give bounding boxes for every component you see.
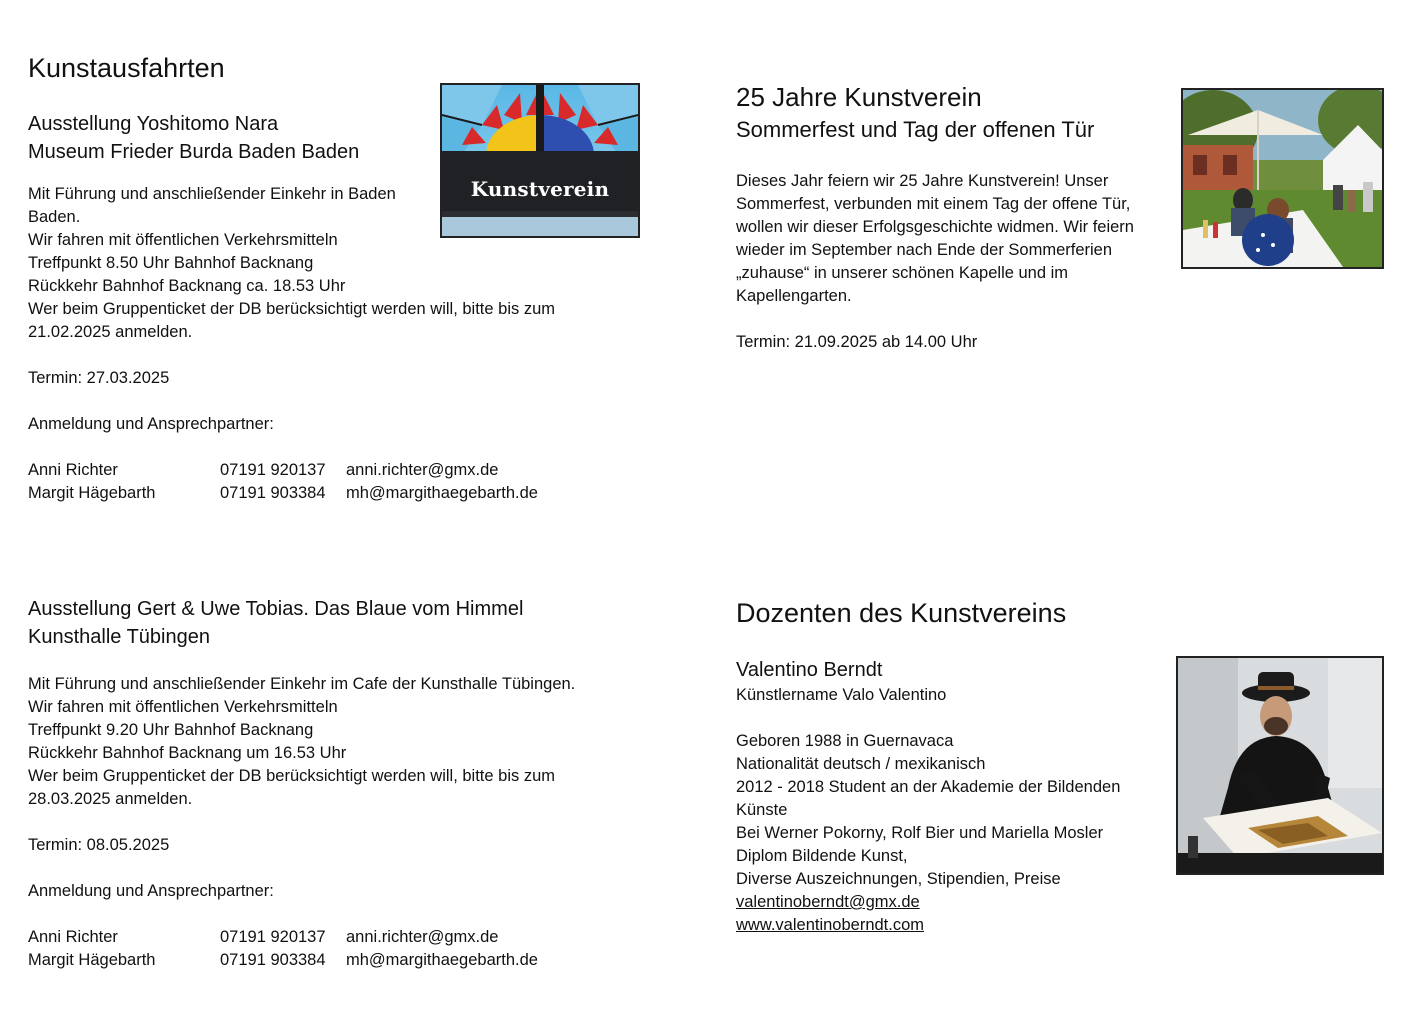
trip1-line: Wir fahren mit öffentlichen Verkehrsmitteln xyxy=(28,231,338,249)
trip1-line: Wer beim Gruppenticket der DB berücksichtigt werden will, bitte bis zum xyxy=(28,300,555,318)
contact-email: mh@margithaegebarth.de xyxy=(346,951,538,969)
trip2-line: Rückkehr Bahnhof Backnang um 16.53 Uhr xyxy=(28,744,347,762)
dozent-website-link[interactable]: www.valentinoberndt.com xyxy=(736,916,925,934)
jubilaeum-termin: Termin: 21.09.2025 ab 14.00 Uhr xyxy=(736,333,978,351)
contact-name: Margit Hägebarth xyxy=(28,951,156,969)
trip2-title-line: Kunsthalle Tübingen xyxy=(28,626,210,648)
trip1-line: Treffpunkt 8.50 Uhr Bahnhof Backnang xyxy=(28,254,314,272)
dozent-line: Geboren 1988 in Guernavaca xyxy=(736,732,954,750)
trip2-body xyxy=(28,673,575,972)
trip1-title-line: Ausstellung Yoshitomo Nara xyxy=(28,113,279,135)
contact-phone: 07191 920137 xyxy=(220,928,326,946)
trip1-contact-row xyxy=(28,482,555,505)
trip1-line: Baden. xyxy=(28,208,81,226)
dozent-block xyxy=(736,656,1120,937)
trip2-line: Mit Führung und anschließender Einkehr im Cafe der Kunsthalle Tübingen. xyxy=(28,675,576,693)
contact-phone: 07191 920137 xyxy=(220,461,326,479)
dozent-line: Diplom Bildende Kunst, xyxy=(736,847,908,865)
contact-email: anni.richter@gmx.de xyxy=(346,928,499,946)
jubilaeum-body xyxy=(736,170,1134,354)
trip2-line: 28.03.2025 anmelden. xyxy=(28,790,193,808)
dozent-line: Künste xyxy=(736,801,788,819)
contact-name: Anni Richter xyxy=(28,461,118,479)
trip2-title xyxy=(28,595,523,651)
contact-name: Anni Richter xyxy=(28,928,118,946)
trip2-line: Treffpunkt 9.20 Uhr Bahnhof Backnang xyxy=(28,721,314,739)
jubilaeum-line: Sommerfest, verbunden mit einem Tag der offene Tür, xyxy=(736,195,1131,213)
jubilaeum-title xyxy=(736,80,1094,146)
jubilaeum-line: Dieses Jahr feiern wir 25 Jahre Kunstverein! Unser xyxy=(736,172,1109,190)
trip1-anmeldung: Anmeldung und Ansprechpartner: xyxy=(28,415,274,433)
trip2-termin: Termin: 08.05.2025 xyxy=(28,836,170,854)
dozent-line: Diverse Auszeichnungen, Stipendien, Preise xyxy=(736,870,1061,888)
trip2-line: Wir fahren mit öffentlichen Verkehrsmitteln xyxy=(28,698,338,716)
contact-email: anni.richter@gmx.de xyxy=(346,461,499,479)
dozent-line: Bei Werner Pokorny, Rolf Bier und Mariella Mosler xyxy=(736,824,1104,842)
dozent-line: 2012 - 2018 Student an der Akademie der Bildenden xyxy=(736,778,1121,796)
logo-text: Kunstverein xyxy=(470,177,610,201)
trip2-line: Wer beim Gruppenticket der DB berücksichtigt werden will, bitte bis zum xyxy=(28,767,555,785)
contact-phone: 07191 903384 xyxy=(220,951,326,969)
jubilaeum-line: Kapellengarten. xyxy=(736,287,852,305)
trip1-contact-row xyxy=(28,459,555,482)
trip2-contact-row xyxy=(28,926,575,949)
trip1-title xyxy=(28,110,359,166)
dozent-email-link[interactable]: valentinoberndt@gmx.de xyxy=(736,893,920,911)
contact-phone: 07191 903384 xyxy=(220,484,326,502)
trip1-title-line: Museum Frieder Burda Baden Baden xyxy=(28,141,360,163)
trip2-anmeldung: Anmeldung und Ansprechpartner: xyxy=(28,882,274,900)
trip1-line: Rückkehr Bahnhof Backnang ca. 18.53 Uhr xyxy=(28,277,346,295)
kunstverein-logo-image xyxy=(440,83,640,238)
contact-name: Margit Hägebarth xyxy=(28,484,156,502)
jubilaeum-line: wollen wir dieser Erfolgsgeschichte widmen. Wir feiern xyxy=(736,218,1134,236)
dozent-photo xyxy=(1176,656,1384,875)
dozent-kuenstlername: Künstlername Valo Valentino xyxy=(736,686,947,704)
jubilaeum-line: „zuhause“ in unserer schönen Kapelle und im xyxy=(736,264,1069,282)
sommerfest-photo xyxy=(1181,88,1384,269)
trip1-line: 21.02.2025 anmelden. xyxy=(28,323,193,341)
dozent-line: Nationalität deutsch / mexikanisch xyxy=(736,755,986,773)
dozenten-heading: Dozenten des Kunstvereins xyxy=(736,598,1067,628)
trip2-title-line: Ausstellung Gert & Uwe Tobias. Das Blaue vom Himmel xyxy=(28,598,524,620)
jubilaeum-title-line: Sommerfest und Tag der offenen Tür xyxy=(736,117,1095,142)
kunstausfahrten-heading: Kunstausfahrten xyxy=(28,53,225,83)
jubilaeum-title-line: 25 Jahre Kunstverein xyxy=(736,82,982,112)
dozent-name: Valentino Berndt xyxy=(736,659,883,681)
trip2-contact-row xyxy=(28,949,575,972)
jubilaeum-line: wieder im September nach Ende der Sommerferien xyxy=(736,241,1113,259)
contact-email: mh@margithaegebarth.de xyxy=(346,484,538,502)
trip1-termin: Termin: 27.03.2025 xyxy=(28,369,170,387)
trip1-line: Mit Führung und anschließender Einkehr in Baden xyxy=(28,185,396,203)
